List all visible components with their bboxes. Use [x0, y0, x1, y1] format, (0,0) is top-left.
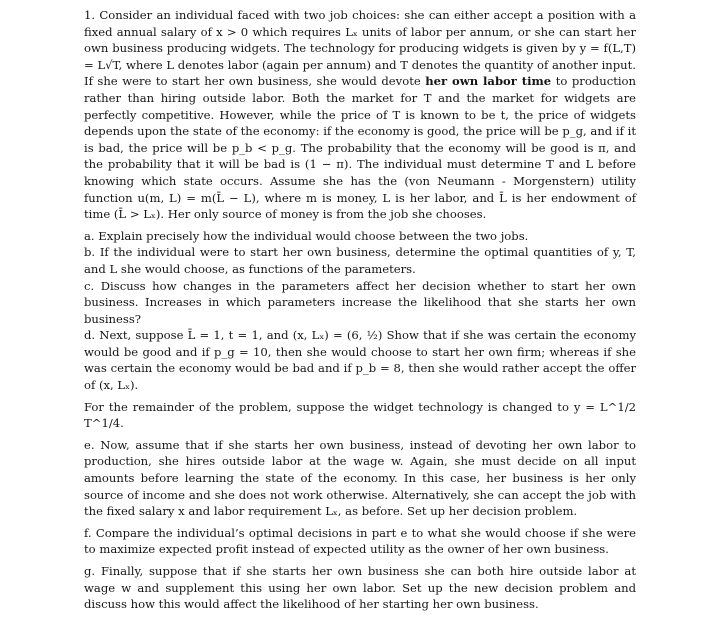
intro-bold-text: her own labor time: [425, 74, 552, 89]
problem-intro: [84, 7, 636, 223]
remainder-note: For the remainder of the problem, suppose the widget technology is changed to y = L^1/2 T^1/4.: [84, 399, 636, 431]
intro-text: 1. Consider an individual faced with two job choices: she can either accept a position with a fixed annual salary of x > 0 which requires Lₓ units of labor per annum, or she can start her own business producing widgets. The technology for producing widgets is given by y = f(L,T) = L√T, where L denotes labor (again per annum) and T denotes the quantity of another input. If she were to start her own business, she would devote: [84, 8, 636, 89]
part-c: c. Discuss how changes in the parameters affect her decision whether to start her own business. Increases in which parameters increase the likelihood that she starts her own business?: [84, 278, 636, 326]
part-a: a. Explain precisely how the individual would choose between the two jobs.: [84, 228, 529, 243]
part-f: f. Compare the individual’s optimal decisions in part e to what she would choose if she were to maximize expected profit instead of expected utility as the owner of her own business.: [84, 525, 636, 557]
intro-rest-text: to production rather than hiring outside labor. Both the market for T and the market for widgets are perfectly competitive. However, while the price of T is known to be t, the price of widgets depends upon the state of the economy: if the economy is good, the price will be p_g, and if it is bad, the price will be p_b < p_g. The probability that the economy will be good is π, and the probability that it will be bad is (1 − π). The individual must determine T and L before knowing which state occurs. Assume she has the (von Neumann - Morgenstern) utility function u(m, L) = m(L̄ − L), where m is money, L is her labor, and L̄ is her endowment of time (L̄ > Lₓ). Her only source of money is from the job she chooses.: [84, 74, 637, 222]
part-d: d. Next, suppose L̄ = 1, t = 1, and (x, Lₓ) = (6, ½) Show that if she was certain the economy would be good and if p_g = 10, then she would choose to start her own firm; whereas if she was certain the economy would be bad and if p_b = 8, then she would rather accept the offer of (x, Lₓ).: [84, 328, 636, 393]
part-g: g. Finally, suppose that if she starts her own business she can both hire outside labor at wage w and supplement this using her own labor. Set up the new decision problem and discuss how this would affect the likelihood of her starting her own business.: [84, 564, 636, 612]
part-b: b. If the individual were to start her own business, determine the optimal quantities of y, T, and L she would choose, as functions of the parameters.: [84, 245, 636, 276]
part-e: e. Now, assume that if she starts her own business, instead of devoting her own labor to production, she hires outside labor at the wage w. Again, she must decide on all input amounts before learning the state of the economy. In this case, her business is her only source of income and she does not work otherwise. Alternatively, she can accept the job with the fixed salary x and labor requirement Lₓ, as before. Set up her decision problem.: [84, 437, 636, 519]
